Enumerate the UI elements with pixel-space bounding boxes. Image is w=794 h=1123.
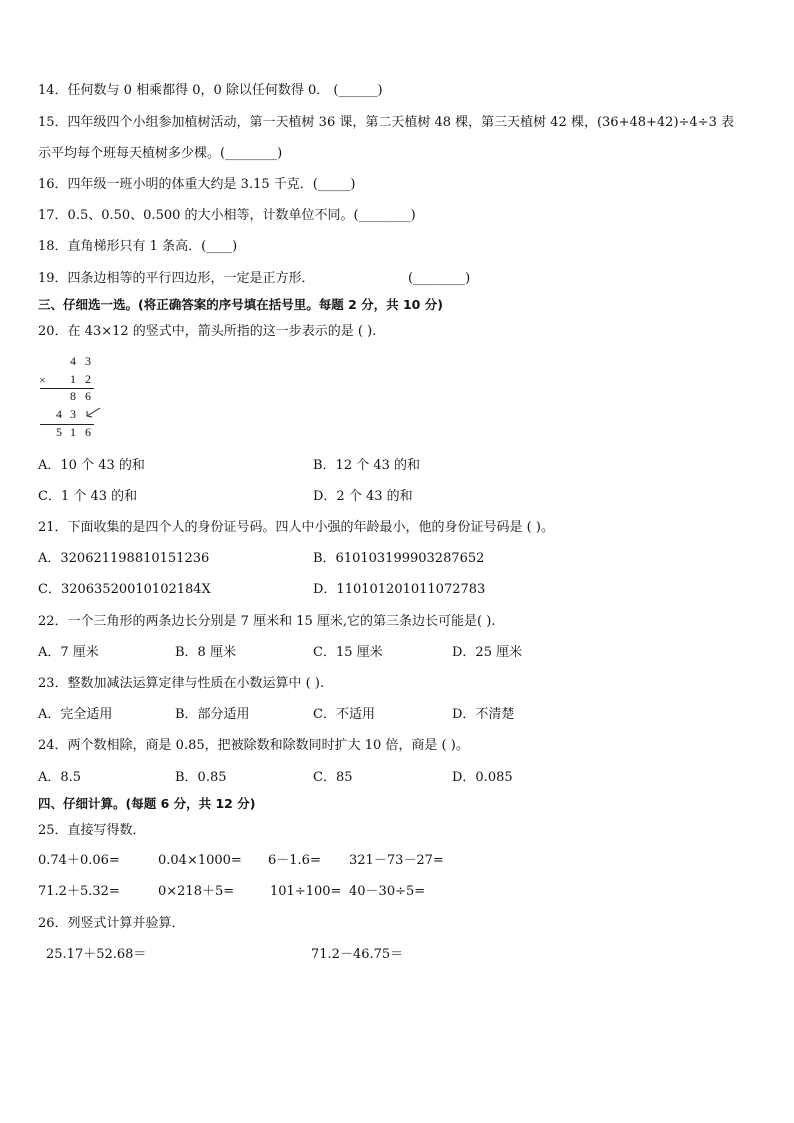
digit: 4 <box>70 354 76 368</box>
option-d: D．2 个 43 的和 <box>313 489 413 504</box>
digit: 3 <box>85 354 91 368</box>
option-d: D．不清楚 <box>452 707 515 722</box>
question-14: 14．任何数与 0 相乘都得 0，0 除以任何数得 0． (______) <box>38 83 383 98</box>
digit: 6 <box>85 389 91 403</box>
question-18: 18．直角梯形只有 1 条高．(____) <box>38 239 238 254</box>
section-3-heading: 三、仔细选一选。(将正确答案的序号填在括号里。每题 2 分，共 10 分) <box>38 297 443 312</box>
option-b: B．12 个 43 的和 <box>313 458 421 473</box>
option-c: C．85 <box>313 770 353 785</box>
question-19: 19．四条边相等的平行四边形，一定是正方形． <box>38 271 315 286</box>
option-d: D．0.085 <box>452 770 513 785</box>
times-sign: × <box>39 373 46 387</box>
option-d: D．110101201011072783 <box>313 582 486 597</box>
expression: 101÷100= <box>270 884 342 899</box>
option-d: D．25 厘米 <box>452 645 523 660</box>
option-a: A．10 个 43 的和 <box>38 458 145 473</box>
question-23-stem: 23．整数加减法运算定律与性质在小数运算中 ( ). <box>38 676 325 691</box>
option-c: C．不适用 <box>313 707 375 722</box>
section-4-heading: 四、仔细计算。(每题 6 分，共 12 分) <box>38 796 256 811</box>
option-c: C．15 厘米 <box>313 645 383 660</box>
option-b: B．8 厘米 <box>175 645 236 660</box>
question-25-stem: 25．直接写得数． <box>38 823 146 838</box>
expression: 0.04×1000= <box>158 853 242 868</box>
digit: 8 <box>70 389 76 403</box>
option-c: C．32063520010102184X <box>38 582 211 597</box>
question-16: 16．四年级一班小明的体重大约是 3.15 千克．(_____) <box>38 177 356 192</box>
option-b: B．610103199903287652 <box>313 551 485 566</box>
question-15-continued: 示平均每个班每天植树多少棵。(________) <box>38 146 283 161</box>
option-a: A．完全适用 <box>38 707 113 722</box>
question-17: 17．0.5、0.50、0.500 的大小相等，计数单位不同。(________) <box>38 208 416 223</box>
digit: 6 <box>85 425 91 439</box>
expression: 321－73－27= <box>349 853 444 868</box>
expression: 40－30÷5= <box>349 884 426 899</box>
option-a: A．7 厘米 <box>38 645 99 660</box>
option-a: A．8.5 <box>38 770 82 785</box>
option-c: C．1 个 43 的和 <box>38 489 138 504</box>
digit: 4 <box>56 407 62 421</box>
question-19-blank: (________) <box>408 271 471 286</box>
digit: 3 <box>70 407 76 421</box>
digit: 1 <box>70 372 76 386</box>
question-22-stem: 22．一个三角形的两条边长分别是 7 厘米和 15 厘米,它的第三条边长可能是( ). <box>38 614 496 629</box>
question-26-stem: 26．列竖式计算并验算． <box>38 916 185 931</box>
question-20-stem: 20．在 43×12 的竖式中，箭头所指的这一步表示的是 ( ). <box>38 324 377 339</box>
digit: 5 <box>56 425 62 439</box>
digit: 1 <box>70 425 76 439</box>
expression: 0.74＋0.06= <box>38 853 120 868</box>
expression: 25.17＋52.68＝ <box>46 947 147 962</box>
expression: 0×218＋5= <box>158 884 235 899</box>
digit: 2 <box>85 372 91 386</box>
question-21-stem: 21．下面收集的是四个人的身份证号码。四人中小强的年龄最小，他的身份证号码是 ( )。 <box>38 520 554 535</box>
question-24-stem: 24．两个数相除，商是 0.85，把被除数和除数同时扩大 10 倍，商是 ( )。 <box>38 738 469 753</box>
option-b: B．0.85 <box>175 770 227 785</box>
vertical-multiplication <box>34 352 114 442</box>
option-b: B．部分适用 <box>175 707 250 722</box>
option-a: A．320621198810151236 <box>38 551 210 566</box>
expression: 6－1.6= <box>268 853 321 868</box>
question-15: 15．四年级四个小组参加植树活动，第一天植树 36 课，第二天植树 48 棵，第三天植树 42 棵，(36+48+42)÷4÷3 表 <box>38 115 734 130</box>
expression: 71.2＋5.32= <box>38 884 120 899</box>
expression: 71.2－46.75＝ <box>311 947 404 962</box>
arrow-icon <box>84 406 102 420</box>
